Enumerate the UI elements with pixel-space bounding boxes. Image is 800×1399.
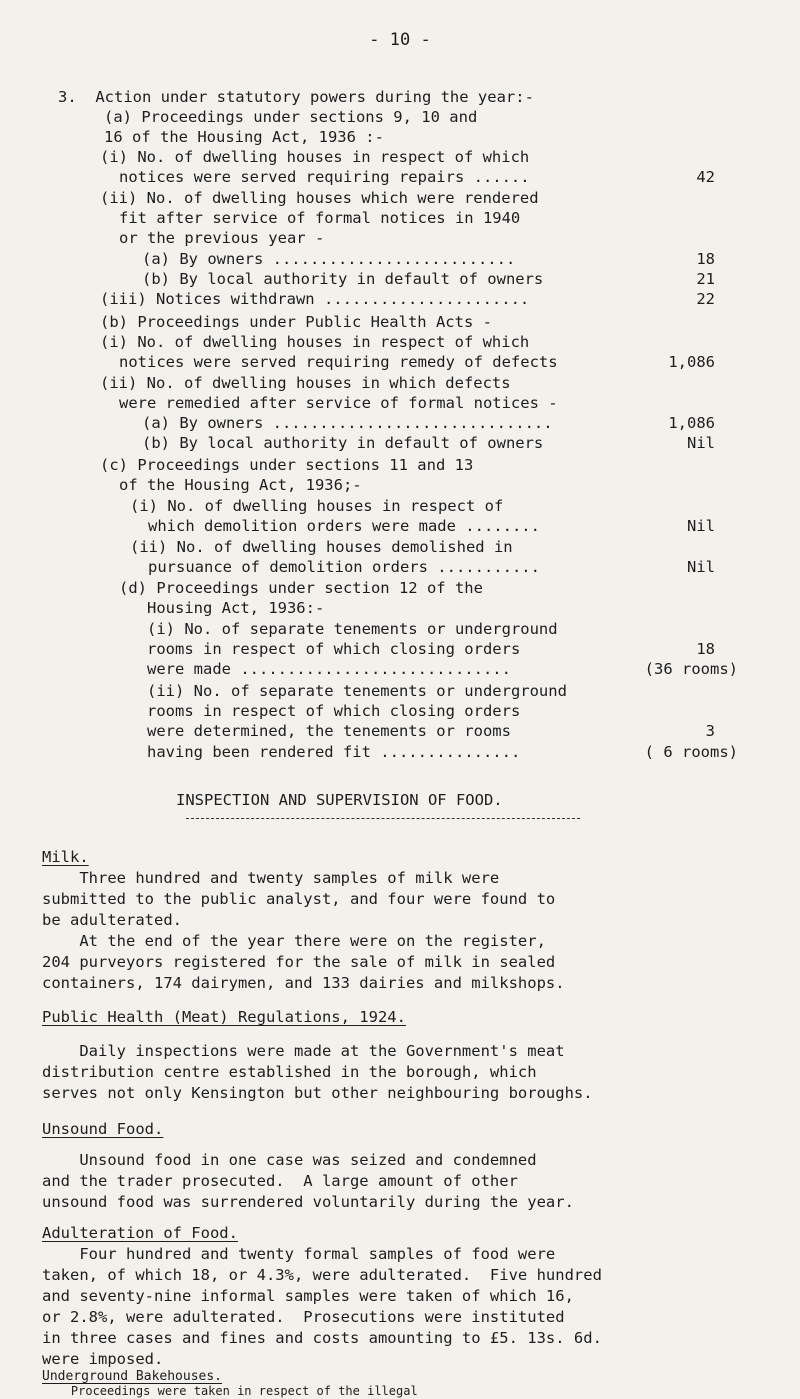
item-d-i-line-1: (i) No. of separate tenements or underground — [147, 620, 558, 638]
milk-paragraph-1-line-2: submitted to the public analyst, and four were found to — [42, 890, 556, 908]
item-b-ii-line-1: (ii) No. of dwelling houses in which defects — [100, 374, 511, 392]
milk-paragraph-1-line-3: be adulterated. — [42, 911, 182, 929]
food-section-heading: INSPECTION AND SUPERVISION OF FOOD. — [176, 791, 503, 809]
item-a-ii-line-2: fit after service of formal notices in 1940 — [119, 209, 521, 227]
item-d-i-line-2: rooms in respect of which closing orders — [147, 640, 521, 658]
item-a-i-line-1: (i) No. of dwelling houses in respect of which — [100, 148, 530, 166]
adulteration-paragraph-line-4: or 2.8%, were adulterated. Prosecutions were instituted — [42, 1308, 565, 1326]
item-b-ii-a: (a) By owners .............................. — [142, 414, 553, 432]
item-d-ii-rooms: ( 6 rooms) — [644, 743, 738, 761]
item-b-i-value: 1,086 — [668, 353, 715, 371]
item-b-i-line-1: (i) No. of dwelling houses in respect of which — [100, 333, 530, 351]
item-d-i-value: 18 — [696, 640, 715, 658]
item-a-ii-b-value: 21 — [696, 270, 715, 288]
item-c-i-line-2: which demolition orders were made ........ — [148, 517, 540, 535]
item-a-i-value: 42 — [696, 168, 715, 186]
item-c-ii-value: Nil — [687, 558, 715, 576]
item-d-i-line-3: were made ............................. — [147, 660, 511, 678]
item-a-ii-a-value: 18 — [696, 250, 715, 268]
subsection-c-title-1: (c) Proceedings under sections 11 and 13 — [100, 456, 474, 474]
milk-paragraph-1-line-1: Three hundred and twenty samples of milk were — [42, 869, 500, 887]
adulteration-paragraph-line-5: in three cases and fines and costs amounting to £5. 13s. 6d. — [42, 1329, 602, 1347]
item-b-ii-b-value: Nil — [687, 434, 715, 452]
subsection-a-title-1: (a) Proceedings under sections 9, 10 and — [104, 108, 478, 126]
milk-paragraph-2-line-2: 204 purveyors registered for the sale of milk in sealed — [42, 953, 556, 971]
section-3-heading: 3. Action under statutory powers during the year:- — [58, 88, 534, 106]
meat-regulations-heading: Public Health (Meat) Regulations, 1924. — [42, 1008, 406, 1026]
item-a-ii-line-3: or the previous year - — [119, 229, 325, 247]
item-b-ii-a-value: 1,086 — [668, 414, 715, 432]
item-d-ii-line-4: having been rendered fit ............... — [147, 743, 521, 761]
unsound-paragraph-line-2: and the trader prosecuted. A large amount of other — [42, 1172, 518, 1190]
subsection-a-title-2: 16 of the Housing Act, 1936 :- — [104, 128, 384, 146]
subsection-c-title-2: of the Housing Act, 1936;- — [119, 476, 362, 494]
unsound-paragraph-line-3: unsound food was surrendered voluntarily during the year. — [42, 1193, 574, 1211]
item-b-ii-b: (b) By local authority in default of owners — [142, 434, 544, 452]
unsound-paragraph-line-1: Unsound food in one case was seized and condemned — [42, 1151, 537, 1169]
item-a-ii-line-1: (ii) No. of dwelling houses which were rendered — [100, 189, 539, 207]
item-d-i-rooms: (36 rooms) — [644, 660, 738, 678]
unsound-food-heading: Unsound Food. — [42, 1120, 164, 1138]
item-d-ii-line-1: (ii) No. of separate tenements or underground — [147, 682, 567, 700]
adulteration-paragraph-line-1: Four hundred and twenty formal samples of food were — [42, 1245, 556, 1263]
meat-paragraph-line-2: distribution centre established in the borough, which — [42, 1063, 537, 1081]
item-c-i-line-1: (i) No. of dwelling houses in respect of — [130, 497, 504, 515]
item-b-i-line-2: notices were served requiring remedy of defects — [119, 353, 558, 371]
bakehouse-paragraph-line-1: Proceedings were taken in respect of the illegal — [42, 1384, 418, 1398]
adulteration-paragraph-line-6: were imposed. — [42, 1350, 164, 1368]
item-a-i-line-2: notices were served requiring repairs ...... — [119, 168, 530, 186]
item-a-iii: (iii) Notices withdrawn ...................... — [100, 290, 530, 308]
item-c-ii-line-2: pursuance of demolition orders ........... — [148, 558, 540, 576]
subsection-d-title-2: Housing Act, 1936:- — [147, 599, 325, 617]
underground-bakehouses-heading: Underground Bakehouses. — [42, 1369, 223, 1384]
item-c-ii-line-1: (ii) No. of dwelling houses demolished in — [130, 538, 513, 556]
item-a-iii-value: 22 — [696, 290, 715, 308]
subsection-b-title: (b) Proceedings under Public Health Acts - — [100, 313, 492, 331]
item-b-ii-line-2: were remedied after service of formal notices - — [119, 394, 558, 412]
heading-rule — [186, 818, 580, 819]
milk-paragraph-2-line-3: containers, 174 dairymen, and 133 dairies and milkshops. — [42, 974, 565, 992]
adulteration-paragraph-line-2: taken, of which 18, or 4.3%, were adulterated. Five hundred — [42, 1266, 602, 1284]
page-number: - 10 - — [369, 30, 431, 50]
subsection-d-title-1: (d) Proceedings under section 12 of the — [119, 579, 483, 597]
item-d-ii-line-2: rooms in respect of which closing orders — [147, 702, 521, 720]
milk-paragraph-2-line-1: At the end of the year there were on the register, — [42, 932, 546, 950]
meat-paragraph-line-1: Daily inspections were made at the Government's meat — [42, 1042, 565, 1060]
item-a-ii-b: (b) By local authority in default of owners — [142, 270, 544, 288]
meat-paragraph-line-3: serves not only Kensington but other neighbouring boroughs. — [42, 1084, 593, 1102]
item-c-i-value: Nil — [687, 517, 715, 535]
adulteration-paragraph-line-3: and seventy-nine informal samples were taken of which 16, — [42, 1287, 574, 1305]
item-a-ii-a: (a) By owners .......................... — [142, 250, 516, 268]
item-d-ii-value: 3 — [705, 722, 715, 740]
adulteration-heading: Adulteration of Food. — [42, 1224, 238, 1242]
item-d-ii-line-3: were determined, the tenements or rooms — [147, 722, 511, 740]
milk-heading: Milk. — [42, 848, 89, 866]
